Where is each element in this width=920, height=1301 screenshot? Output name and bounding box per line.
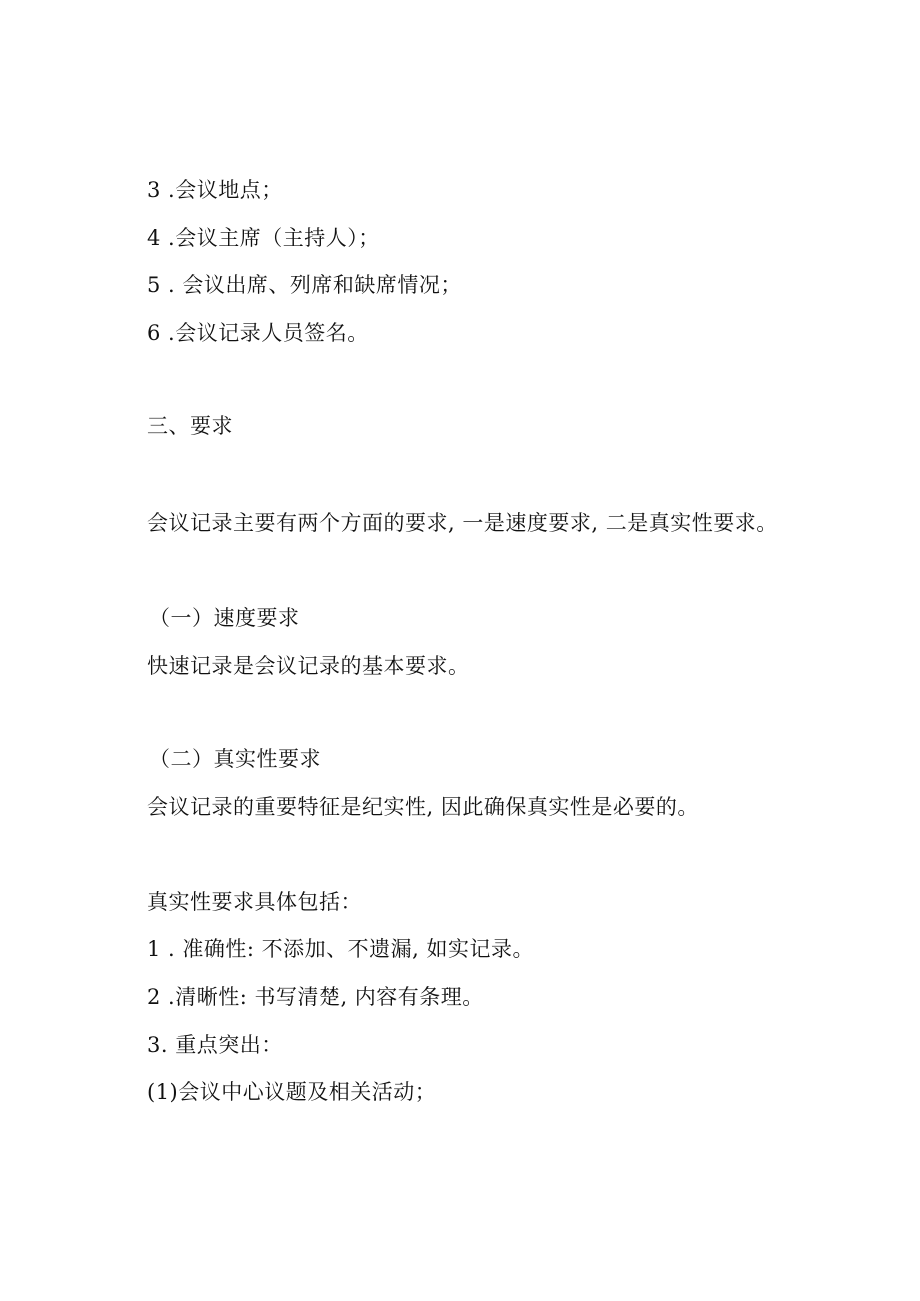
subsection-body-speed: 快速记录是会议记录的基本要求。 xyxy=(147,654,470,678)
authenticity-subitem-central-topic: (1)会议中心议题及相关活动； xyxy=(147,1080,437,1104)
authenticity-item-focus: 3. 重点突出： xyxy=(147,1033,283,1057)
section-heading-requirements: 三、要求 xyxy=(147,414,233,438)
list-item-attendance-status: 5 . 会议出席、列席和缺席情况； xyxy=(147,273,462,297)
subsection-body-authenticity: 会议记录的重要特征是纪实性, 因此确保真实性是必要的。 xyxy=(147,795,699,819)
authenticity-intro: 真实性要求具体包括： xyxy=(147,890,362,914)
list-item-recorder-signature: 6 .会议记录人员签名。 xyxy=(147,321,369,345)
list-item-meeting-location: 3 .会议地点； xyxy=(147,178,283,202)
list-item-meeting-chair: 4 .会议主席（主持人）； xyxy=(147,226,380,250)
subsection-heading-authenticity: （二）真实性要求 xyxy=(149,747,321,771)
authenticity-item-clarity: 2 .清晰性: 书写清楚, 内容有条理。 xyxy=(147,985,484,1009)
subsection-heading-speed: （一）速度要求 xyxy=(149,606,300,630)
intro-paragraph: 会议记录主要有两个方面的要求, 一是速度要求, 二是真实性要求。 xyxy=(147,511,778,535)
authenticity-item-accuracy: 1 . 准确性: 不添加、不遗漏, 如实记录。 xyxy=(147,937,534,961)
